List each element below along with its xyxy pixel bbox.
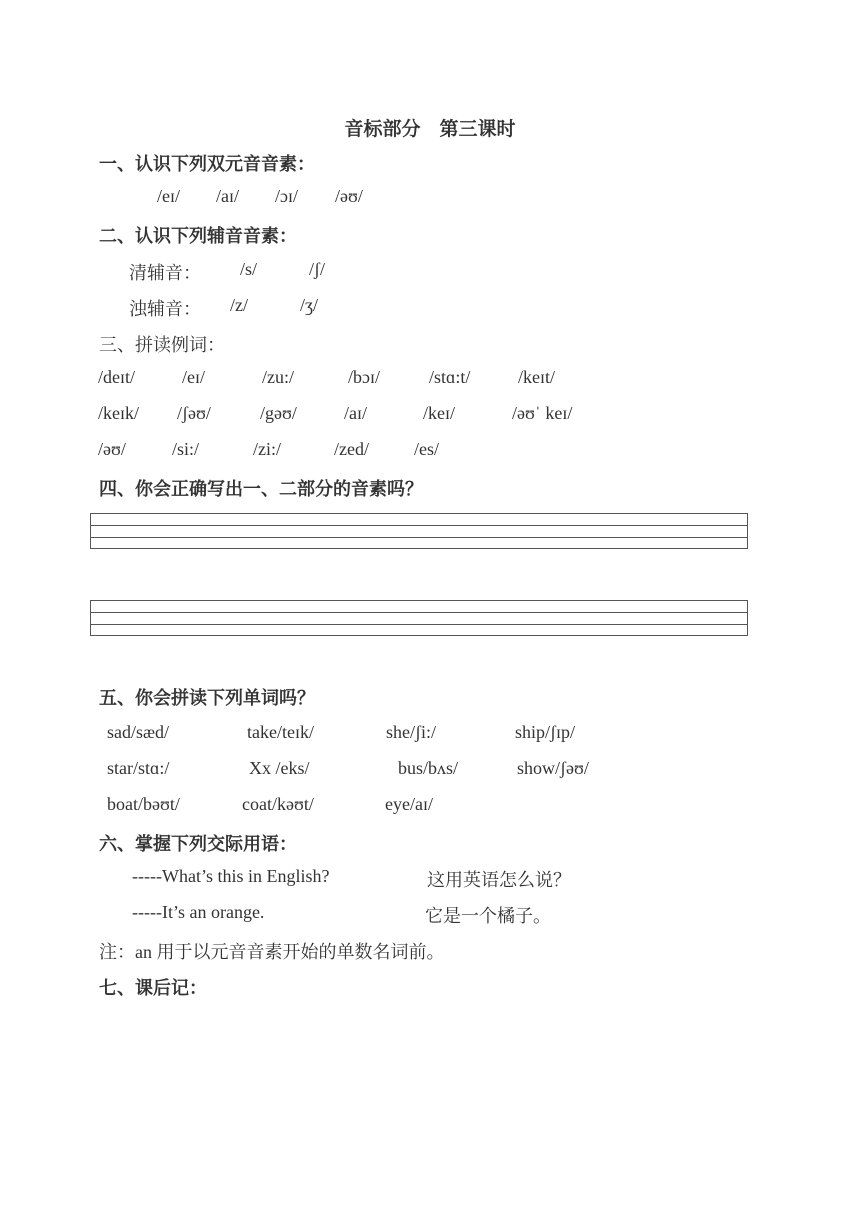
- word-item: ship/ʃɪp/: [515, 722, 576, 742]
- example-word: /zu:/: [262, 367, 294, 387]
- word-item: sad/sæd/: [107, 722, 170, 742]
- section-4-heading: 四、你会正确写出一、二部分的音素吗？: [99, 479, 423, 499]
- writing-lines: [90, 600, 748, 636]
- example-word: /keɪk/: [98, 403, 139, 423]
- dialogue-answer-en: -----It’s an orange.: [132, 902, 265, 922]
- usage-note: 注：an 用于以元音音素开始的单数名词前。: [99, 942, 445, 962]
- consonant-item: /s/: [240, 259, 258, 279]
- section-2-heading: 二、认识下列辅音音素：: [99, 226, 297, 246]
- consonant-item: /z/: [230, 295, 248, 315]
- section-7-heading: 七、课后记：: [99, 978, 207, 998]
- word-item: bus/bʌs/: [398, 758, 459, 778]
- example-word: /si:/: [172, 439, 200, 459]
- example-word: /ʃəʊ/: [177, 403, 211, 423]
- example-word: /aɪ/: [344, 403, 367, 423]
- dialogue-question-zh: 这用英语怎么说？: [427, 870, 571, 890]
- section-6-heading: 六、掌握下列交际用语：: [99, 834, 297, 854]
- page-title: 音标部分 第三课时: [344, 119, 516, 140]
- section-3-heading: 三、拼读例词：: [99, 335, 225, 355]
- consonant-item: /ʃ/: [309, 259, 325, 279]
- word-item: boat/bəʊt/: [107, 794, 180, 814]
- word-item: coat/kəʊt/: [242, 794, 314, 814]
- section-5-heading: 五、你会拼读下列单词吗？: [99, 688, 315, 708]
- example-word: /deɪt/: [98, 367, 135, 387]
- voiced-label: 浊辅音：: [129, 299, 201, 319]
- example-word: /eɪ/: [182, 367, 205, 387]
- diphthong-item: /eɪ/: [157, 186, 180, 206]
- diphthong-item: /aɪ/: [216, 186, 239, 206]
- writing-lines: [90, 513, 748, 549]
- word-item: she/ʃi:/: [386, 722, 436, 742]
- example-word: /gəʊ/: [260, 403, 297, 423]
- example-word: /es/: [414, 439, 439, 459]
- diphthong-item: /əʊ/: [335, 186, 363, 206]
- word-item: star/stɑ:/: [107, 758, 170, 778]
- dialogue-question-en: -----What’s this in English?: [132, 866, 330, 886]
- example-word: /zed/: [334, 439, 369, 459]
- voiceless-label: 清辅音：: [129, 263, 201, 283]
- example-word: /bɔɪ/: [348, 367, 380, 387]
- example-word: /əʊˈ keɪ/: [512, 403, 573, 423]
- example-word: /əʊ/: [98, 439, 126, 459]
- consonant-item: /ʒ/: [300, 295, 318, 315]
- example-word: /stɑ:t/: [429, 367, 471, 387]
- word-item: show/ʃəʊ/: [517, 758, 589, 778]
- example-word: /zi:/: [253, 439, 281, 459]
- dialogue-answer-zh: 它是一个橘子。: [425, 906, 551, 926]
- section-1-heading: 一、认识下列双元音音素：: [99, 154, 315, 174]
- diphthong-item: /ɔɪ/: [275, 186, 298, 206]
- word-item: eye/aɪ/: [385, 794, 433, 814]
- word-item: take/teɪk/: [247, 722, 314, 742]
- example-word: /keɪt/: [518, 367, 555, 387]
- example-word: /keɪ/: [423, 403, 455, 423]
- word-item: Xx /eks/: [249, 758, 310, 778]
